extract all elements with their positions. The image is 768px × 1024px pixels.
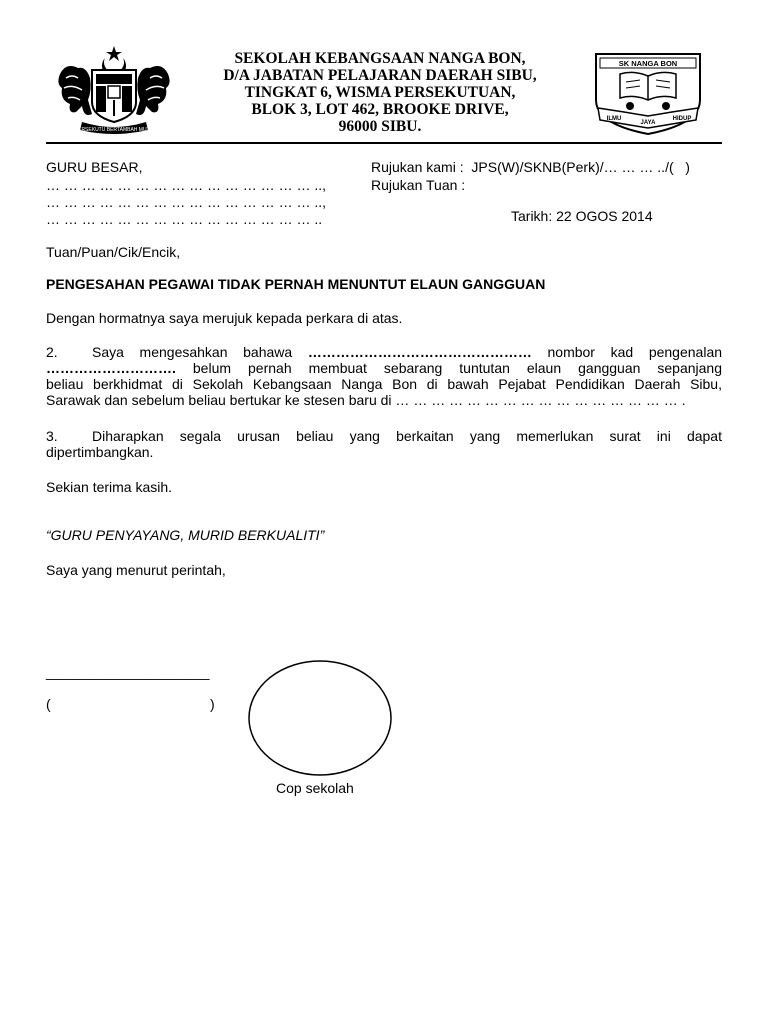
coat-of-arms-icon: [52, 44, 176, 136]
letterhead-line: 96000 SIBU.: [338, 118, 422, 135]
school-stamp-area: [247, 659, 393, 777]
signature-name-close: ): [210, 696, 215, 712]
school-crest-icon: [590, 48, 706, 138]
svg-text:BERSEKUTU BERTAMBAH MUTU: BERSEKUTU BERTAMBAH MUTU: [74, 127, 154, 133]
signature-line: _____________________: [46, 664, 210, 680]
paragraph-number: 3.: [46, 428, 58, 444]
closing: Sekian terima kasih.: [46, 479, 173, 495]
opening-paragraph: Dengan hormatnya saya merujuk kepada perkara di atas.: [46, 310, 403, 326]
paragraph-2-line: [46, 360, 722, 376]
paragraph-number: 2.: [46, 344, 58, 360]
motto: “GURU PENYAYANG, MURID BERKUALITI”: [46, 527, 325, 543]
your-reference: Rujukan Tuan :: [371, 177, 466, 193]
crest-title: SK NANGA BON: [618, 59, 678, 68]
signoff: Saya yang menurut perintah,: [46, 562, 226, 578]
letter-date: Tarikh: 22 OGOS 2014: [511, 208, 653, 224]
recipient-line: … … … … … … … … … … … … … … … ..,: [46, 194, 327, 210]
letterhead-line: BLOK 3, LOT 462, BROOKE DRIVE,: [251, 101, 509, 118]
paragraph-text: Saya mengesahkan bahawa: [92, 344, 293, 360]
blank-name: …………………………………………: [307, 344, 532, 360]
salutation: Tuan/Puan/Cik/Encik,: [46, 244, 181, 260]
paragraph-3-line: dipertimbangkan.: [46, 444, 154, 460]
paragraph-3: [46, 428, 722, 460]
paragraph-text: nombor kad pengenalan: [547, 344, 723, 360]
paragraph-2-line: Sarawak dan sebelum beliau bertukar ke stesen baru di … … … … … … … … … … … … … … … … .: [46, 392, 686, 408]
our-reference: [371, 159, 690, 175]
paragraph-2: [46, 344, 722, 408]
crest-ribbon-word: ILMU: [606, 116, 622, 122]
stamp-label: Cop sekolah: [276, 780, 354, 796]
signature-name-open: (: [46, 696, 51, 712]
crest-ribbon-word: HIDUP: [672, 116, 692, 122]
letterhead-line: D/A JABATAN PELAJARAN DAERAH SIBU,: [223, 67, 537, 84]
paragraph-2-line: beliau berkhidmat di Sekolah Kebangsaan Nanga Bon di bawah Pejabat Pendidikan Daerah Sibu,: [46, 376, 722, 392]
letterhead-line: TINGKAT 6, WISMA PERSEKUTUAN,: [244, 84, 516, 101]
our-reference-label: Rujukan kami: [371, 159, 456, 175]
paragraph-2-line: [46, 344, 722, 360]
recipient-line: … … … … … … … … … … … … … … … ..: [46, 211, 323, 227]
paragraph-text: Diharapkan segala urusan beliau yang berkaitan yang memerlukan surat ini dapat: [92, 428, 722, 444]
letterhead-line: SEKOLAH KEBANGSAAN NANGA BON,: [234, 50, 526, 67]
crest-ribbon-word: JAYA: [640, 120, 656, 126]
letterhead: [190, 50, 570, 135]
recipient-title: GURU BESAR,: [46, 159, 143, 175]
paragraph-text: belum pernah membuat sebarang tuntutan elaun gangguan sepanjang: [192, 360, 723, 376]
recipient-line: … … … … … … … … … … … … … … … ..,: [46, 177, 327, 193]
blank-ic-number: ……………………….: [46, 360, 176, 376]
subject-heading: PENGESAHAN PEGAWAI TIDAK PERNAH MENUNTUT ELAUN GANGGUAN: [46, 276, 546, 292]
paragraph-3-line: [46, 428, 722, 444]
header-divider: [46, 142, 722, 144]
our-reference-value: : JPS(W)/SKNB(Perk)/… … … ../( ): [459, 159, 690, 175]
